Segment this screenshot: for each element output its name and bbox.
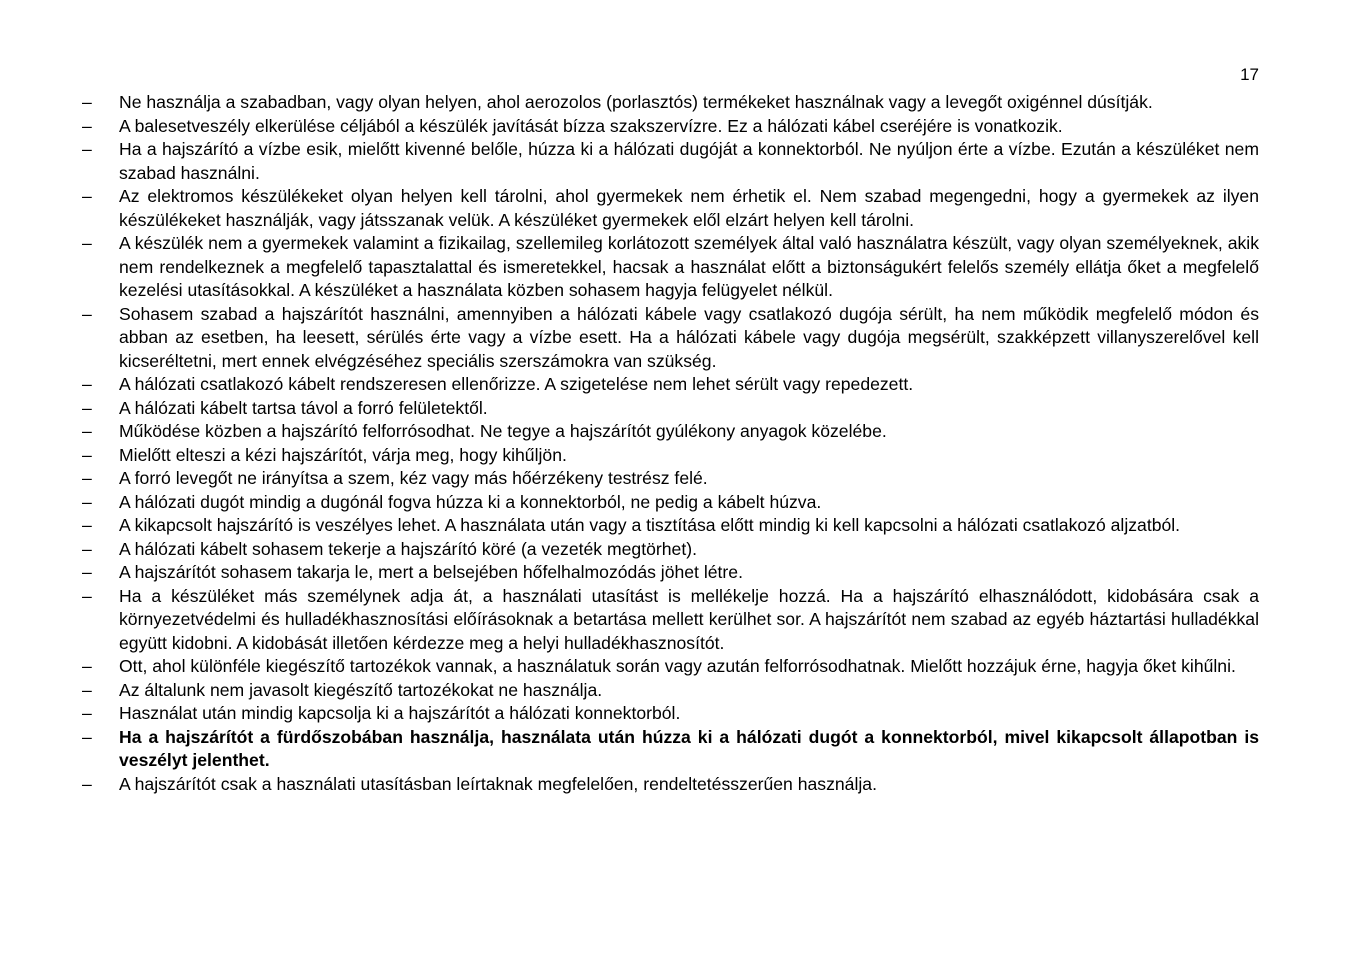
list-item-text: A hajszárítót csak a használati utasításban leírtaknak megfelelően, rendeltetésszerűen használja.	[119, 773, 877, 794]
bullet-dash: –	[82, 139, 92, 159]
list-item	[82, 444, 1259, 468]
list-item	[82, 585, 1259, 656]
list-item-text: Ott, ahol különféle kiegészítő tartozékok vannak, a használatuk során vagy azután felforrósodhatnak. Mielőtt hozzájuk érne, hagyja őket kihűlni.	[119, 656, 1236, 676]
list-item-text: Mielőtt elteszi a kézi hajszárítót, várja meg, hogy kihűljön.	[119, 444, 567, 465]
list-item	[82, 232, 1259, 303]
list-item-text-bold-warning: Ha a hajszárítót a fürdőszobában használja, használata után húzza ki a hálózati dugót a konnektorból, mivel kikapcsolt állapotban is veszélyt jelenthet.	[119, 726, 1259, 770]
list-item	[82, 679, 1259, 703]
bullet-dash: –	[82, 562, 92, 582]
list-item-text: A kikapcsolt hajszárító is veszélyes lehet. A használata után vagy a tisztítása előtt mindig ki kell kapcsolni a hálózati csatlakozó aljzatból.	[119, 515, 1181, 535]
bullet-dash: –	[82, 585, 92, 606]
list-item	[82, 138, 1259, 185]
list-item-text: Ha a hajszárító a vízbe esik, mielőtt kivenné belőle, húzza ki a hálózati dugóját a konnektorból. Ne nyúljon érte a vízbe. Ezután a készüléket nem szabad használni.	[119, 139, 1259, 183]
list-item-text: Az elektromos készülékeket olyan helyen kell tárolni, ahol gyermekek nem érhetik el. Nem szabad megengedni, hogy a gyermekek az ilyen készülékeket használják, vagy játsszanak velük. A készüléket gyermekek elől elzárt helyen kell tárolni.	[119, 186, 1259, 230]
list-item	[82, 538, 1259, 562]
bullet-dash: –	[82, 491, 92, 512]
list-item	[82, 115, 1259, 139]
list-item	[82, 91, 1259, 115]
list-item-text: A balesetveszély elkerülése céljából a készülék javítását bízza szakszervízre. Ez a hálózati kábel cseréjére is vonatkozik.	[119, 115, 1063, 136]
bullet-dash: –	[82, 115, 92, 136]
list-item-text: A hálózati kábelt tartsa távol a forró felületektől.	[119, 397, 488, 418]
list-item-text: Sohasem szabad a hajszárítót használni, amennyiben a hálózati kábele vagy csatlakozó dugója sérült, ha nem működik megfelelő módon és abban az esetben, ha leesett, sérülés érte vagy a vízbe esett. Ha a hálózati kábele vagy dugója megsérült, szakképzett villanyszerelővel kell kicseréltetni, mert ennek elvégzéséhez speciális szerszámokra van szükség.	[119, 303, 1259, 371]
list-item	[82, 702, 1259, 726]
list-item-text: A hajszárítót sohasem takarja le, mert a belsejében hőfelhalmozódás jöhet létre.	[119, 562, 743, 582]
list-item	[82, 397, 1259, 421]
list-item	[82, 773, 1259, 797]
list-item-text: A készülék nem a gyermekek valamint a fizikailag, szellemileg korlátozott személyek által való használatra készült, vagy olyan személyeknek, akik nem rendelkeznek a megfelelő tapasztalattal és ismeretekkel, hacsak a használat előtt a biztonságukért felelős személy ellátja őket a megfelelő kezelési utasításokkal. A készüléket a használata közben sohasem hagyja felügyelet nélkül.	[119, 233, 1259, 300]
list-item	[82, 467, 1259, 491]
bullet-dash: –	[82, 421, 92, 441]
page-number: 17	[1240, 65, 1259, 84]
bullet-dash: –	[82, 726, 92, 747]
list-item	[82, 303, 1259, 374]
bullet-dash: –	[82, 515, 92, 535]
bullet-dash: –	[82, 468, 92, 488]
list-item-text: Az általunk nem javasolt kiegészítő tartozékokat ne használja.	[119, 679, 603, 700]
list-item-text: A forró levegőt ne irányítsa a szem, kéz vagy más hőérzékeny testrész felé.	[119, 468, 708, 488]
bullet-dash: –	[82, 374, 92, 394]
list-item	[82, 514, 1259, 538]
list-item	[82, 561, 1259, 585]
bullet-dash: –	[82, 656, 92, 676]
bullet-dash: –	[82, 397, 92, 418]
list-item-text: Használat után mindig kapcsolja ki a hajszárítót a hálózati konnektorból.	[119, 703, 681, 723]
bullet-dash: –	[82, 303, 92, 324]
bullet-dash: –	[82, 92, 92, 112]
list-item	[82, 491, 1259, 515]
list-item	[82, 655, 1259, 679]
list-item-text: Ha a készüléket más személynek adja át, a használati utasítást is mellékelje hozzá. Ha a hajszárító elhasználódott, kidobására csak a környezetvédelmi és hulladékhasznosítási előírásoknak a betartása mellett kerülhet sor. A hajszárítót nem szabad az egyéb háztartási hulladékkal együtt kidobni. A kidobását illetően kérdezze meg a helyi hulladékhasznosítót.	[119, 585, 1259, 653]
safety-instructions-list	[82, 91, 1259, 796]
bullet-dash: –	[82, 703, 92, 723]
list-item-text: A hálózati kábelt sohasem tekerje a hajszárító köré (a vezeték megtörhet).	[119, 538, 697, 559]
bullet-dash: –	[82, 773, 92, 794]
list-item-text: Ne használja a szabadban, vagy olyan helyen, ahol aerozolos (porlasztós) termékeket használnak vagy a levegőt oxigénnel dúsítják.	[119, 92, 1153, 112]
list-item-text: A hálózati dugót mindig a dugónál fogva húzza ki a konnektorból, ne pedig a kábelt húzva.	[119, 491, 822, 512]
list-item-text: Működése közben a hajszárító felforrósodhat. Ne tegye a hajszárítót gyúlékony anyagok közelébe.	[119, 421, 887, 441]
bullet-dash: –	[82, 233, 92, 253]
bullet-dash: –	[82, 444, 92, 465]
list-item	[82, 726, 1259, 773]
list-item	[82, 185, 1259, 232]
bullet-dash: –	[82, 186, 92, 206]
list-item	[82, 373, 1259, 397]
list-item-text: A hálózati csatlakozó kábelt rendszeresen ellenőrizze. A szigetelése nem lehet sérült vagy repedezett.	[119, 374, 914, 394]
list-item	[82, 420, 1259, 444]
bullet-dash: –	[82, 679, 92, 700]
bullet-dash: –	[82, 538, 92, 559]
